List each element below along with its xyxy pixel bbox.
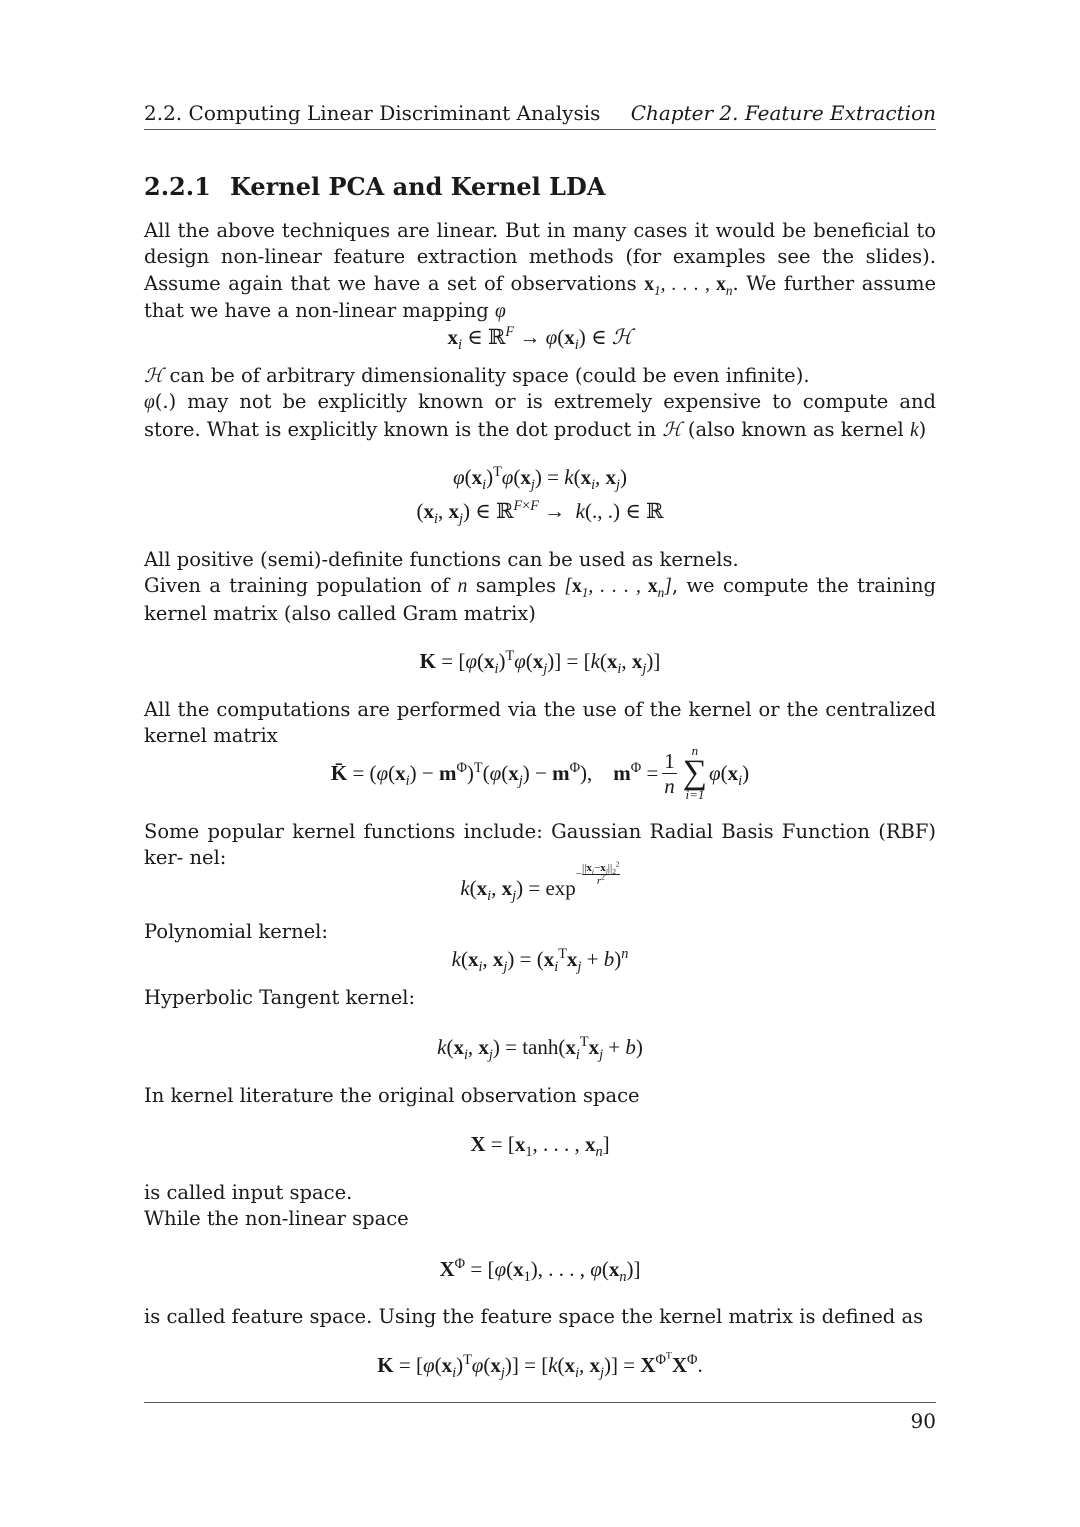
paragraph-text: While the non-linear space [144, 1207, 409, 1231]
section-number: 2.2.1 [144, 172, 211, 201]
equation-tanh: $k(x_i$, $x_j) = \tanh(x_i^Tx_j + b)$ [437, 1034, 643, 1064]
paragraph-text: In kernel literature the original observation space [144, 1084, 640, 1107]
section-heading [144, 170, 605, 204]
equation-kernel-feature: $K = [\varphi(x_i)^T\varphi(x_j)] = [k(x_i$, $x_j)] = X^{\Phi^T}X^\Phi$. [377, 1350, 703, 1382]
running-header [144, 98, 936, 130]
paragraph-text: Given a training population of [144, 574, 450, 598]
paragraph-text: is called feature space. Using the feature space the kernel matrix is defined as [144, 1305, 924, 1328]
paragraph-text: Polynomial kernel: [144, 920, 328, 943]
page-number: 90 [910, 1409, 936, 1433]
paragraph-text: (also known as kernel [687, 417, 904, 441]
equation-feature-space: $X^\Phi = [\varphi(x_1)$, . . . , $\varphi(x_n)$] [439, 1256, 641, 1286]
header-section: 2.2. Computing Linear Discriminant Analysis [144, 101, 601, 125]
paragraph-feature-space [144, 1304, 936, 1330]
paragraph-input-space [144, 1083, 936, 1109]
paragraph-text: . We further assume that we have a non-linear mapping [144, 271, 937, 322]
paragraph-text: , we compute the training kernel matrix (also called Gram matrix) [144, 574, 936, 625]
paragraph-polynomial [144, 919, 936, 945]
equation-rbf: $k(x_i$, $x_j) = \exp^{- \frac{||x_i-x_j||_2^2}{r^2}}$ [460, 859, 620, 905]
equation-polynomial: $k(x_i$, $x_j) = (x_i^Tx_j + b)^n$ [451, 946, 629, 976]
equation-gram-matrix: $K = [\varphi(x_i)^T\varphi(x_j)] = [k(x_i$, $x_j$)] [419, 648, 661, 678]
footer-rule [144, 1402, 936, 1403]
equation-centralized-kernel: K̄ = $(\varphi(x_i) - m^\Phi)^T(\varphi(x_j) - m^\Phi)$, $m^\Phi$ = $\frac{1}{n}$ n ∑ i=1 $\varphi(x_i)$ [330, 743, 750, 802]
paragraph-gram: All positive (semi)-definite functions can be used as kernels. Given a training population of n samples [$x_1$, . . . , $x_n$], we compute the training kernel matrix (also called Gram matrix) [144, 548, 936, 625]
equation-kernel-domain: ($x_i$, $x_j$) ∈ ℝ$^{F\times F}$ → k(., .) ∈ ℝ [416, 498, 664, 528]
paragraph-text: may not be explicitly known or is extremely expensive to compute and store. What is explicitly known is the dot product in [144, 390, 936, 441]
paragraph-centralized [144, 697, 936, 750]
equation-kernel-dot: $\varphi(x_i)^T\varphi(x_j) = k(x_i$, $x_j$) [452, 464, 627, 494]
paragraph-intro: All the above techniques are linear. But in many cases it would be beneficial to design non-linear feature extraction methods (for examples see the slides). Assume again that we have a set of observations $x_1$, . . . , $x_n$. We further assume that we have a non-linear mapping φ [144, 219, 937, 322]
paragraph-text: All positive (semi)-definite functions can be used as kernels. [144, 548, 739, 571]
equation-input-space: $X = [x_1$, . . . , $x_n$] [470, 1132, 610, 1161]
paragraph-tanh [144, 985, 936, 1011]
paragraph-text: samples [475, 574, 557, 598]
paragraph-space: ℋ can be of arbitrary dimensionality space (could be even infinite). φ(.) may not be explicitly known or is extremely expensive to compute and store. What is explicitly known is the dot product in ℋ (also known as kernel k) [144, 364, 936, 441]
paragraph-nonlinear-space [144, 1180, 936, 1233]
header-chapter: Chapter 2. Feature Extraction [630, 101, 936, 125]
paragraph-text: All the computations are performed via the use of the kernel or the centralized kernel matrix [144, 698, 936, 748]
paragraph-text: can be of arbitrary dimensionality space (could be even infinite). [169, 364, 810, 387]
paragraph-text: All the above techniques are linear. But in many cases it would be beneficial to design non-linear feature extraction methods (for examples see the slides). Assume again that we have a set of observations [144, 219, 936, 295]
section-title: Kernel PCA and Kernel LDA [230, 172, 606, 201]
equation-mapping: $x_i$ ∈ ℝ$^F$ → $\varphi(x_i)$ ∈ ℋ [447, 324, 633, 354]
paragraph-text: Hyperbolic Tangent kernel: [144, 986, 416, 1009]
paragraph-text: is called input space. [144, 1181, 353, 1204]
paragraph-text: Some popular kernel functions include: Gaussian Radial Basis Function (RBF) ker- nel: [144, 820, 936, 870]
paragraph-rbf [144, 819, 936, 872]
